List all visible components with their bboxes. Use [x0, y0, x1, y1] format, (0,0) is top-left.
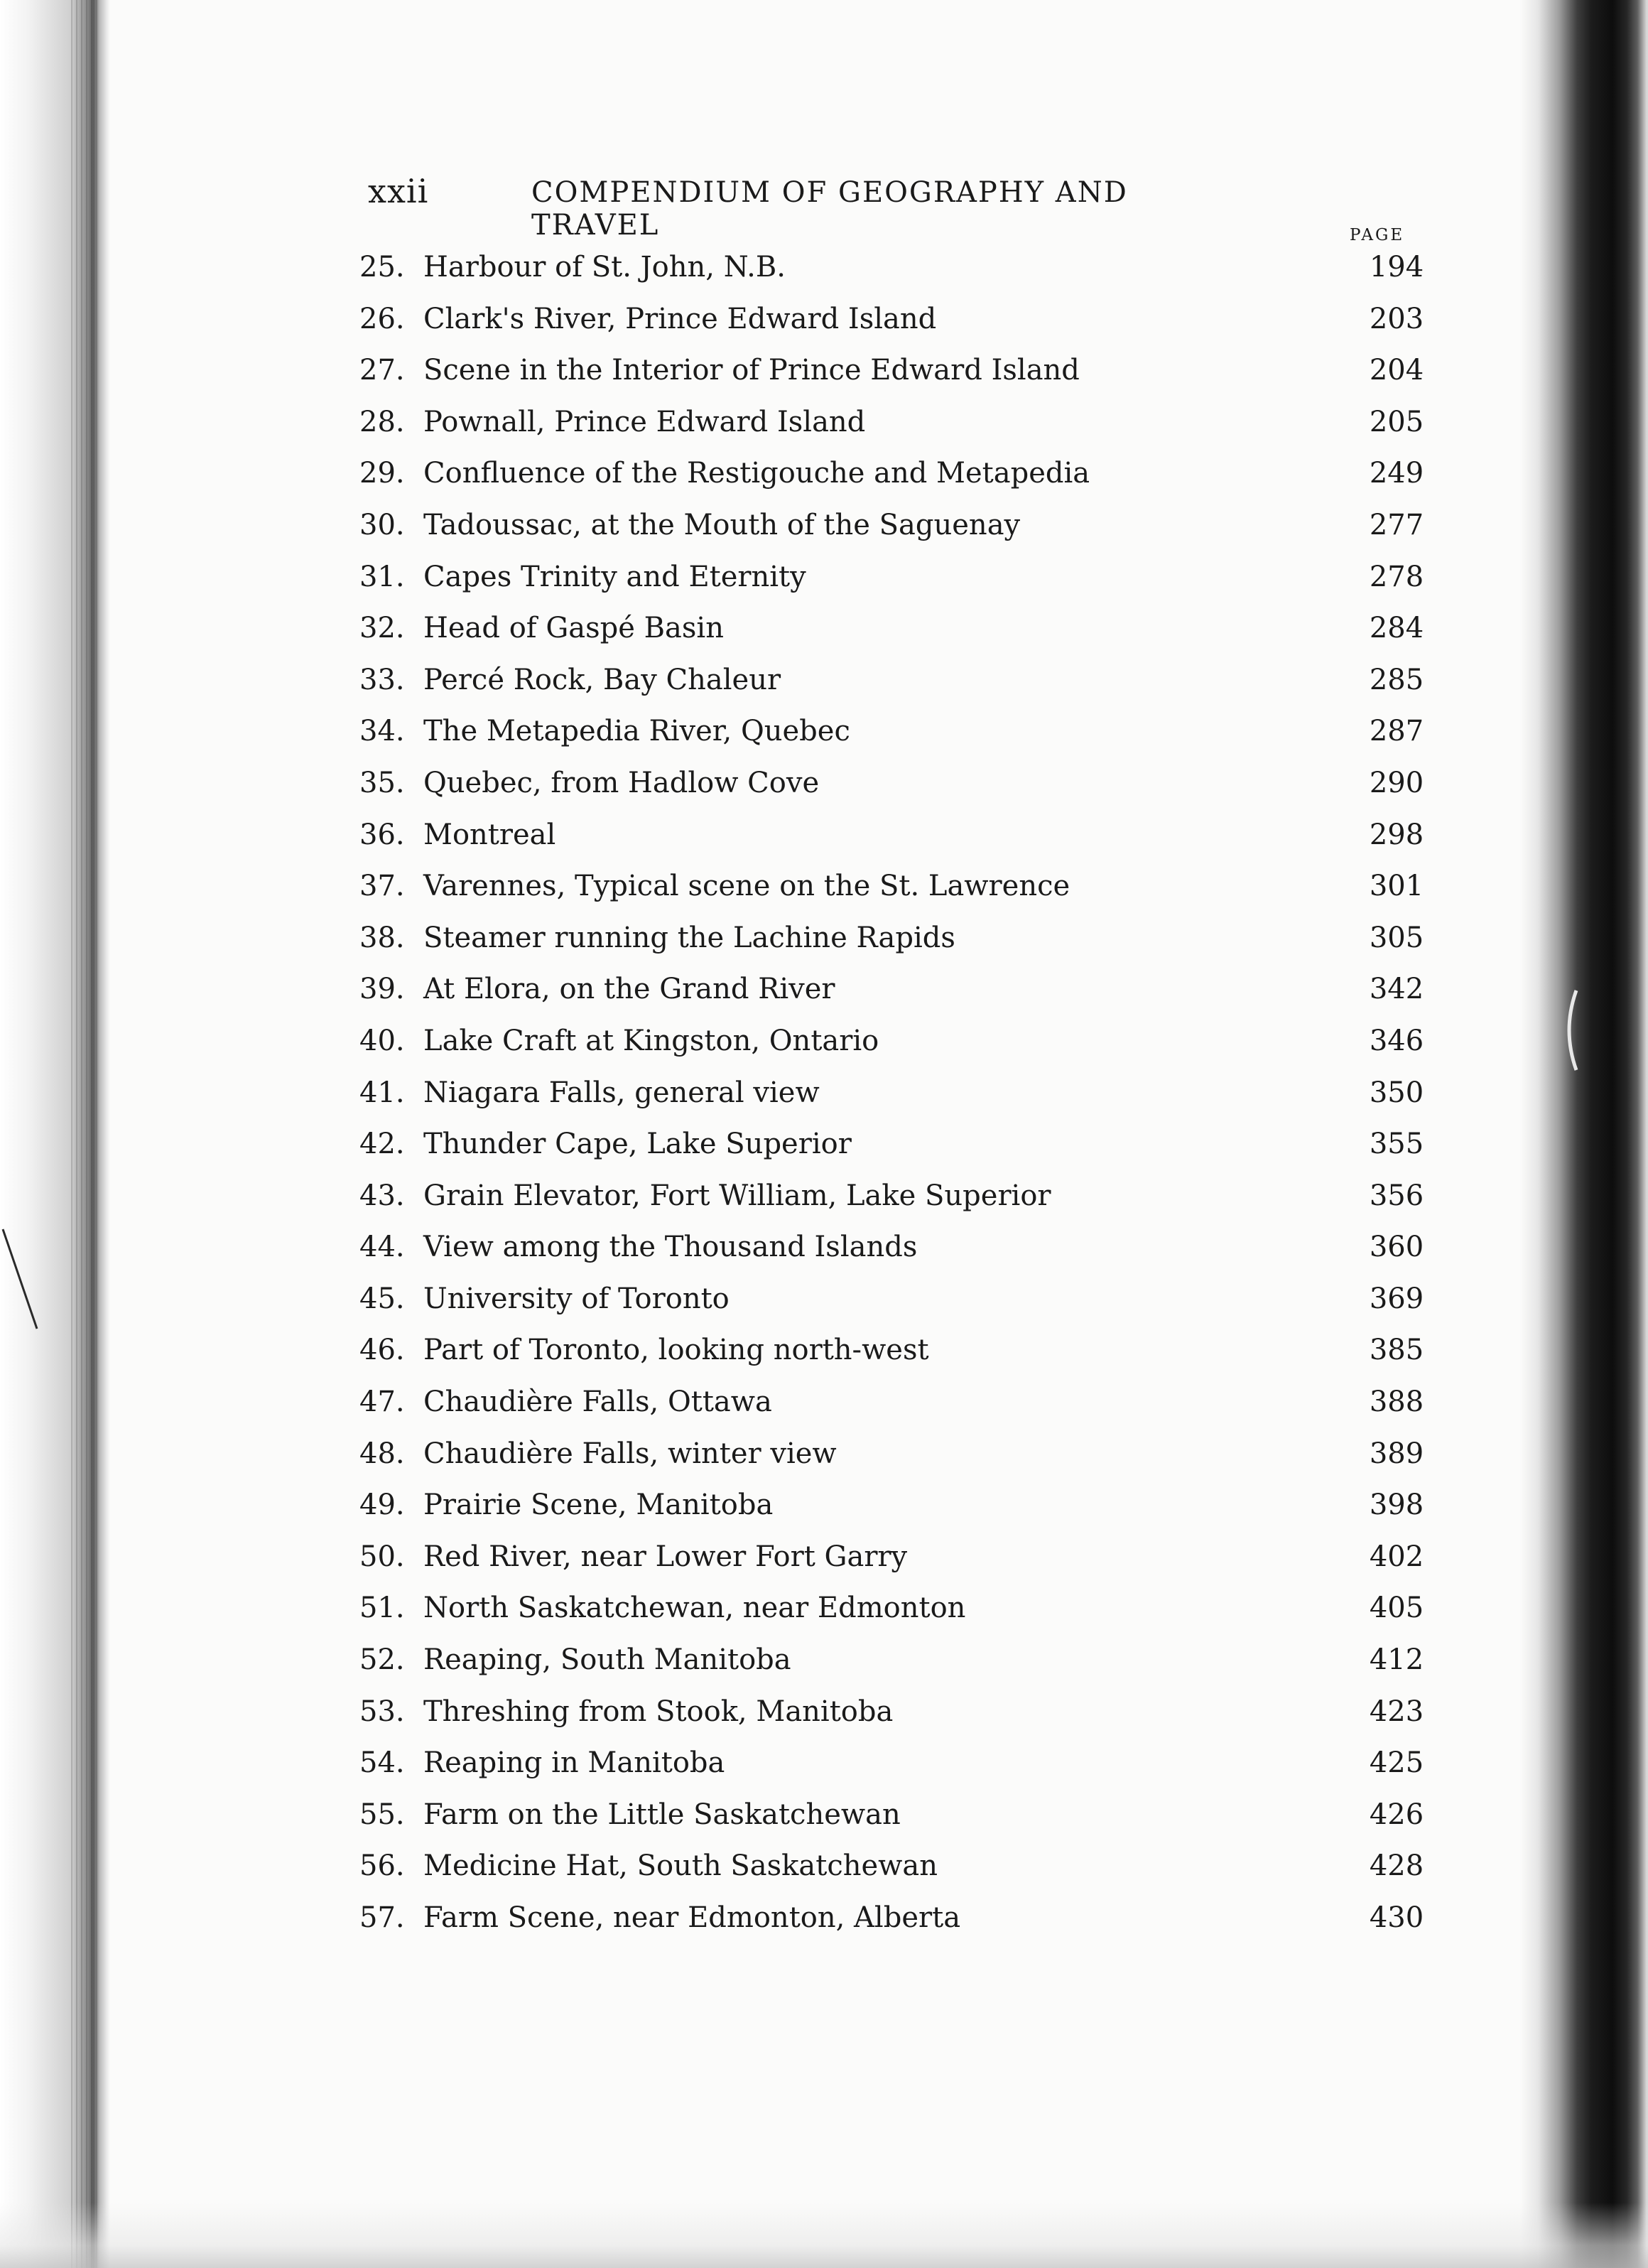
list-item	[359, 448, 1425, 500]
entry-page-number: 426	[1369, 1798, 1424, 1831]
entry-title: Part of Toronto, looking north-west	[423, 1334, 929, 1367]
list-item	[359, 396, 1425, 448]
entry-page-number: 423	[1369, 1695, 1424, 1728]
list-item	[359, 1634, 1425, 1686]
entry-number: 31.	[359, 560, 405, 593]
entry-number: 40.	[359, 1024, 405, 1057]
entry-title: Grain Elevator, Fort William, Lake Superior	[423, 1179, 1051, 1212]
entry-title: Confluence of the Restigouche and Metapedia	[423, 457, 1090, 490]
entry-page-number: 284	[1369, 612, 1424, 645]
entry-page-number: 194	[1369, 251, 1424, 284]
entry-number: 44.	[359, 1231, 405, 1264]
entry-title: Medicine Hat, South Saskatchewan	[423, 1850, 938, 1883]
list-item	[359, 1221, 1425, 1273]
entry-page-number: 398	[1369, 1489, 1424, 1522]
entry-page-number: 405	[1369, 1592, 1424, 1625]
entry-title: Reaping, South Manitoba	[423, 1643, 791, 1677]
entry-page-number: 278	[1369, 560, 1424, 593]
entry-title: Scene in the Interior of Prince Edward Island	[423, 354, 1080, 387]
list-item	[359, 706, 1425, 757]
entry-number: 26.	[359, 302, 405, 335]
entry-page-number: 203	[1369, 302, 1424, 335]
list-item	[359, 1015, 1425, 1067]
entry-page-number: 425	[1369, 1746, 1424, 1780]
entry-title: Chaudière Falls, winter view	[423, 1437, 837, 1470]
entry-title: Clark's River, Prince Edward Island	[423, 302, 937, 335]
entry-number: 47.	[359, 1386, 405, 1419]
list-item	[359, 963, 1425, 1015]
list-item	[359, 1428, 1425, 1480]
entry-page-number: 301	[1369, 870, 1424, 903]
entry-number: 51.	[359, 1592, 405, 1625]
entry-number: 56.	[359, 1850, 405, 1883]
entry-page-number: 350	[1369, 1076, 1424, 1109]
list-item	[359, 1324, 1425, 1376]
entry-title: Harbour of St. John, N.B.	[423, 251, 786, 284]
list-item	[359, 603, 1425, 654]
entry-page-number: 277	[1369, 508, 1424, 541]
list-item	[359, 1531, 1425, 1583]
entry-number: 32.	[359, 612, 405, 645]
entry-title: Red River, near Lower Fort Garry	[423, 1540, 908, 1573]
entry-number: 48.	[359, 1437, 405, 1470]
list-item	[359, 1273, 1425, 1325]
entry-page-number: 249	[1369, 457, 1424, 490]
list-item	[359, 1582, 1425, 1634]
list-item	[359, 809, 1425, 861]
entry-page-number: 298	[1369, 818, 1424, 851]
entry-title: North Saskatchewan, near Edmonton	[423, 1592, 966, 1625]
entry-page-number: 356	[1369, 1179, 1424, 1212]
entry-title: Threshing from Stook, Manitoba	[423, 1695, 894, 1728]
entry-number: 50.	[359, 1540, 405, 1573]
entry-number: 54.	[359, 1746, 405, 1780]
entry-title: Reaping in Manitoba	[423, 1746, 725, 1780]
list-item	[359, 912, 1425, 964]
list-item	[359, 242, 1425, 293]
list-item	[359, 1737, 1425, 1789]
list-item	[359, 293, 1425, 345]
entry-page-number: 346	[1369, 1024, 1424, 1057]
list-item	[359, 1840, 1425, 1892]
entry-number: 36.	[359, 818, 405, 851]
entry-number: 46.	[359, 1334, 405, 1367]
list-item	[359, 654, 1425, 706]
entry-number: 30.	[359, 508, 405, 541]
entry-number: 43.	[359, 1179, 405, 1212]
entry-number: 33.	[359, 663, 405, 696]
page-folio: xxii	[368, 172, 429, 210]
entry-number: 42.	[359, 1128, 405, 1161]
entry-number: 39.	[359, 973, 405, 1006]
entry-title: Lake Craft at Kingston, Ontario	[423, 1024, 879, 1057]
entry-number: 27.	[359, 354, 405, 387]
entry-title: Pownall, Prince Edward Island	[423, 405, 866, 438]
entry-number: 25.	[359, 251, 405, 284]
bottom-shadow	[0, 2203, 1648, 2268]
entry-title: Farm Scene, near Edmonton, Alberta	[423, 1901, 961, 1934]
list-item	[359, 551, 1425, 603]
list-item	[359, 860, 1425, 912]
list-item	[359, 1376, 1425, 1428]
entry-page-number: 388	[1369, 1386, 1424, 1419]
entry-number: 55.	[359, 1798, 405, 1831]
entry-page-number: 305	[1369, 921, 1424, 954]
entry-number: 57.	[359, 1901, 405, 1934]
list-item	[359, 500, 1425, 551]
entry-title: Quebec, from Hadlow Cove	[423, 766, 820, 799]
entry-title: Niagara Falls, general view	[423, 1076, 820, 1109]
page-column-label: PAGE	[1350, 226, 1405, 244]
entry-title: View among the Thousand Islands	[423, 1231, 918, 1264]
entry-number: 52.	[359, 1643, 405, 1677]
entry-number: 49.	[359, 1489, 405, 1522]
entry-page-number: 287	[1369, 715, 1424, 748]
entry-page-number: 412	[1369, 1643, 1424, 1677]
entry-title: Prairie Scene, Manitoba	[423, 1489, 774, 1522]
entry-title: University of Toronto	[423, 1282, 730, 1315]
entry-page-number: 402	[1369, 1540, 1424, 1573]
list-item	[359, 1686, 1425, 1738]
entry-page-number: 360	[1369, 1231, 1424, 1264]
page-header	[368, 172, 1249, 242]
entry-title: Head of Gaspé Basin	[423, 612, 724, 645]
list-item	[359, 757, 1425, 809]
list-item	[359, 1118, 1425, 1170]
entry-title: Chaudière Falls, Ottawa	[423, 1386, 772, 1419]
list-item	[359, 1892, 1425, 1944]
right-page-edge	[1520, 0, 1648, 2268]
list-item	[359, 1170, 1425, 1222]
entry-title: At Elora, on the Grand River	[423, 973, 835, 1006]
entry-number: 53.	[359, 1695, 405, 1728]
entry-page-number: 355	[1369, 1128, 1424, 1161]
list-item	[359, 1479, 1425, 1531]
entry-page-number: 430	[1369, 1901, 1424, 1934]
entry-number: 34.	[359, 715, 405, 748]
entry-title: Thunder Cape, Lake Superior	[423, 1128, 852, 1161]
entry-number: 45.	[359, 1282, 405, 1315]
entry-number: 41.	[359, 1076, 405, 1109]
entry-title: Varennes, Typical scene on the St. Lawrence	[423, 870, 1070, 903]
entry-title: Capes Trinity and Eternity	[423, 560, 806, 593]
entry-page-number: 290	[1369, 766, 1424, 799]
list-item	[359, 345, 1425, 396]
entry-page-number: 385	[1369, 1334, 1424, 1367]
illustrations-list	[359, 242, 1425, 1944]
entry-page-number: 204	[1369, 354, 1424, 387]
entry-page-number: 285	[1369, 663, 1424, 696]
entry-title: The Metapedia River, Quebec	[423, 715, 850, 748]
entry-title: Tadoussac, at the Mouth of the Saguenay	[423, 508, 1021, 541]
entry-page-number: 369	[1369, 1282, 1424, 1315]
running-title: COMPENDIUM OF GEOGRAPHY AND TRAVEL	[531, 176, 1128, 242]
entry-title: Steamer running the Lachine Rapids	[423, 921, 955, 954]
list-item	[359, 1067, 1425, 1119]
entry-page-number: 428	[1369, 1850, 1424, 1883]
entry-page-number: 389	[1369, 1437, 1424, 1470]
entry-number: 38.	[359, 921, 405, 954]
entry-title: Percé Rock, Bay Chaleur	[423, 663, 781, 696]
binding-stitch-lines	[71, 0, 99, 2268]
entry-number: 35.	[359, 766, 405, 799]
entry-page-number: 205	[1369, 405, 1424, 438]
entry-number: 28.	[359, 405, 405, 438]
entry-number: 37.	[359, 870, 405, 903]
entry-number: 29.	[359, 457, 405, 490]
entry-page-number: 342	[1369, 973, 1424, 1006]
entry-title: Farm on the Little Saskatchewan	[423, 1798, 901, 1831]
list-item	[359, 1789, 1425, 1841]
entry-title: Montreal	[423, 818, 556, 851]
